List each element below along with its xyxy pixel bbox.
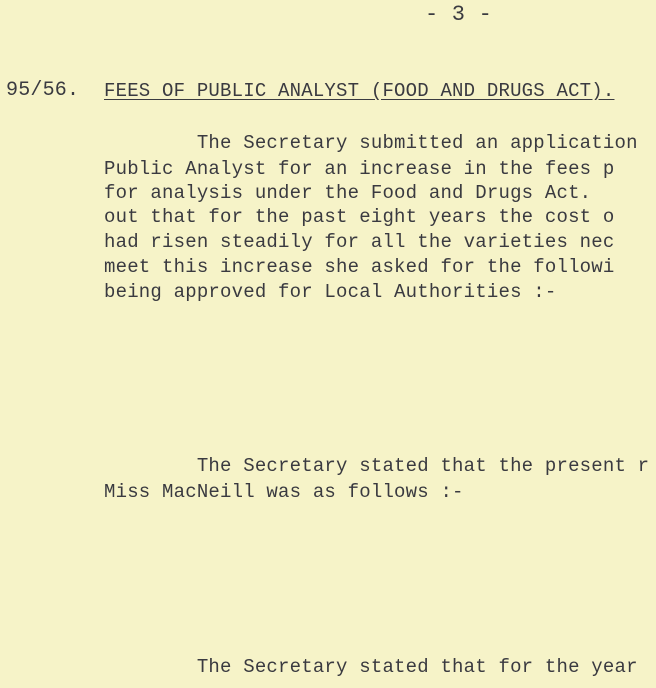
paragraph-line: Public Analyst for an increase in the fees p <box>104 158 615 180</box>
paragraph-line: meet this increase she asked for the followi <box>104 256 615 278</box>
page-number: - 3 - <box>425 2 493 27</box>
minute-heading: FEES OF PUBLIC ANALYST (FOOD AND DRUGS ACT). <box>104 80 615 102</box>
paragraph-line: Miss MacNeill was as follows :- <box>104 481 464 503</box>
paragraph-line: out that for the past eight years the cost o <box>104 206 615 228</box>
paragraph-line: being approved for Local Authorities :- <box>104 281 557 303</box>
paragraph-line: The Secretary stated that the present r <box>104 455 650 477</box>
paragraph-line: The Secretary stated that for the year <box>104 656 638 678</box>
minute-reference: 95/56. <box>6 79 80 102</box>
paragraph-line: for analysis under the Food and Drugs Act. <box>104 182 592 204</box>
paragraph-line: had risen steadily for all the varieties nec <box>104 231 615 253</box>
paragraph-line: The Secretary submitted an application <box>104 132 638 154</box>
